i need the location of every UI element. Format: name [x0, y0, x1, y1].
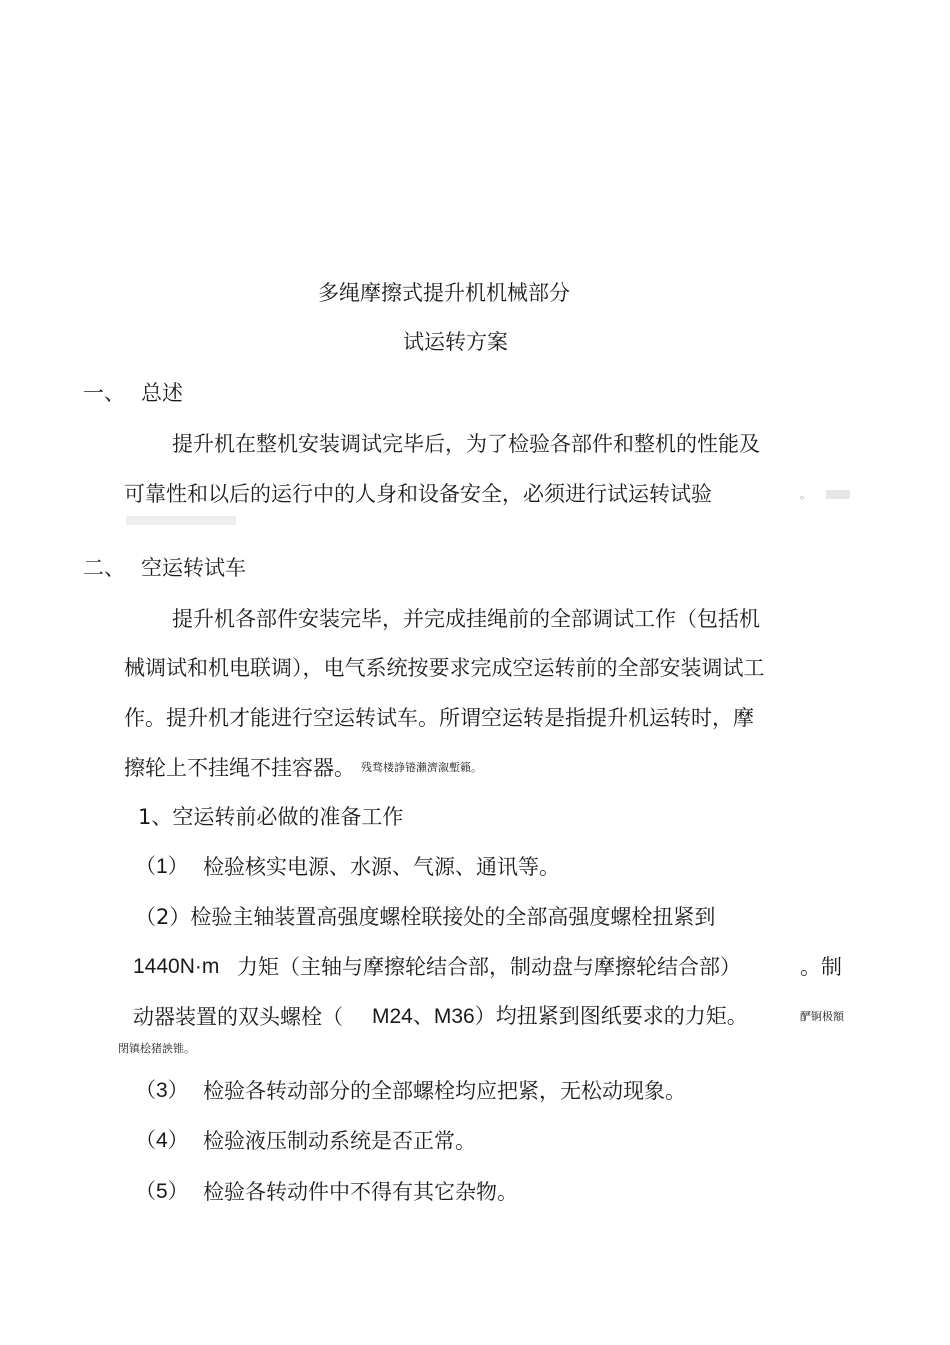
section1-paragraph-tail: 。: [800, 488, 811, 501]
item5-number: （5）: [135, 1180, 189, 1203]
item2-line3-note: 酽锕极額: [800, 1010, 844, 1023]
section2-paragraph-line3: 作。提升机才能进行空运转试车。所谓空运转是指提升机运转时，摩: [124, 706, 754, 730]
item2-line1: （2）检验主轴装置高强度螺栓联接处的全部高强度螺栓扭紧到: [135, 905, 716, 929]
item2-line2-tail: 。制: [800, 955, 842, 979]
subsection1-heading: 1、空运转前必做的准备工作: [138, 805, 404, 829]
section1-paragraph-line2: 可靠性和以后的运行中的人身和设备安全，必须进行试运转试验: [124, 482, 712, 506]
section2-number: 二、: [83, 556, 125, 580]
section1-number: 一、: [83, 381, 125, 405]
item5-text: 检验各转动件中不得有其它杂物。: [203, 1180, 518, 1204]
item3-number: （3）: [135, 1079, 189, 1102]
item2-torque-value: 1440N·m: [133, 955, 220, 978]
item1-text: 检验核实电源、水源、气源、通讯等。: [203, 855, 560, 879]
section1-paragraph-line1: 提升机在整机安装调试完毕后，为了检验各部件和整机的性能及: [172, 432, 760, 456]
item2-line4-note: 閉镇桧猪詇锥。: [118, 1042, 195, 1055]
section2-heading: 空运转试车: [141, 556, 246, 580]
item4-number: （4）: [135, 1129, 189, 1152]
item2-line2: 力矩（主轴与摩擦轮结合部，制动盘与摩擦轮结合部）: [237, 955, 741, 979]
faint-watermark-left: [126, 516, 236, 525]
document-title-line1: 多绳摩擦式提升机机械部分: [318, 281, 570, 305]
faint-watermark-right: [826, 490, 850, 499]
item1-number: （1）: [135, 855, 189, 878]
item2-line3-a: 动器装置的双头螺栓（: [133, 1005, 343, 1029]
item4-text: 检验液压制动系统是否正常。: [203, 1129, 476, 1153]
section2-paragraph-line2: 械调试和机电联调），电气系统按要求完成空运转前的全部安装调试工: [124, 656, 765, 680]
section2-paragraph-line4: 擦轮上不挂绳不挂容器。: [124, 756, 355, 780]
section2-paragraph-line4-note: 残骛楼諍锩瀨濟溆塹籟。: [361, 761, 482, 774]
document-title-line2: 试运转方案: [403, 330, 508, 354]
section2-paragraph-line1: 提升机各部件安装完毕，并完成挂绳前的全部调试工作（包括机: [172, 607, 760, 631]
section1-heading: 总述: [141, 381, 183, 405]
item3-text: 检验各转动部分的全部螺栓均应把紧，无松动现象。: [203, 1079, 686, 1103]
item2-line3-b: M24、M36）均扭紧到图纸要求的力矩。: [372, 1005, 748, 1028]
